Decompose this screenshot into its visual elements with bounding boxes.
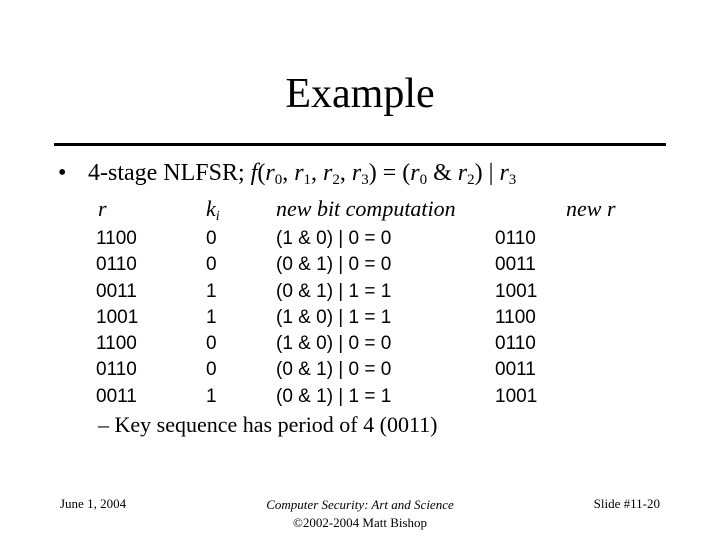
cell-computation: (1 & 0) | 0 = 0 — [276, 228, 392, 249]
cell-computation: (1 & 0) | 0 = 0 — [276, 333, 392, 355]
cell-new-r: 0011 — [495, 359, 536, 381]
cell-computation: (0 & 1) | 1 = 1 — [276, 385, 392, 407]
cell-new-r: 0011 — [495, 254, 536, 276]
footer-date: June 1, 2004 — [60, 496, 127, 511]
title-divider — [54, 143, 666, 146]
cell-computation: (0 & 1) | 0 = 0 — [276, 359, 392, 381]
formula-variable: r — [323, 160, 333, 186]
cell-r: 1001 — [96, 306, 139, 328]
formula-variable: r — [499, 160, 509, 186]
formula-token: & — [427, 160, 452, 186]
cell-new-r: 0110 — [495, 333, 536, 355]
formula-variable: r — [265, 160, 275, 186]
cell-k: 0 — [206, 254, 217, 276]
column-header-k-sub: i — [215, 209, 220, 224]
cell-new-r: 1001 — [495, 280, 538, 302]
sub-bullet: – Key sequence has period of 4 (0011) — [98, 412, 438, 437]
formula-token: = — [376, 160, 397, 186]
formula-subscript: 2 — [332, 172, 340, 188]
cell-new-r: 1100 — [495, 306, 536, 328]
column-k-values — [206, 226, 217, 410]
column-header-r: r — [98, 196, 107, 221]
formula-token: , — [282, 160, 289, 186]
formula-token: ) — [474, 160, 483, 186]
cell-new-r: 1001 — [495, 385, 538, 407]
column-header-new-r: new r — [566, 196, 616, 221]
cell-r: 0110 — [96, 254, 137, 276]
formula-subscript: 3 — [361, 172, 369, 188]
footer-course: Computer Security: Art and Science — [266, 497, 454, 512]
bullet-formula — [257, 160, 516, 186]
formula-variable: r — [410, 160, 420, 186]
formula-token: ( — [257, 160, 266, 186]
cell-k: 1 — [206, 306, 217, 328]
formula-variable: r — [457, 160, 468, 186]
formula-subscript: 3 — [508, 172, 517, 188]
formula-token: ( — [396, 160, 411, 186]
cell-computation: (0 & 1) | 1 = 1 — [276, 280, 392, 302]
formula-subscript: 1 — [303, 172, 312, 188]
formula-token: , — [311, 160, 318, 186]
cell-k: 0 — [206, 228, 217, 249]
cell-r: 1100 — [96, 333, 137, 355]
cell-k: 0 — [206, 333, 217, 355]
formula-subscript: 0 — [419, 172, 428, 188]
cell-computation: (1 & 0) | 1 = 1 — [276, 306, 392, 328]
bullet-func-name: f — [250, 160, 258, 186]
formula-variable: r — [351, 160, 362, 186]
cell-r: 0011 — [96, 280, 137, 302]
cell-k: 1 — [206, 280, 217, 302]
footer-slide-number: Slide #11-20 — [593, 496, 660, 511]
formula-token: | — [482, 160, 494, 186]
formula-token: ) — [368, 160, 377, 186]
cell-computation: (0 & 1) | 0 = 0 — [276, 254, 392, 276]
cell-r: 1100 — [96, 228, 137, 249]
column-new-r-values — [495, 226, 537, 410]
bullet-line — [58, 160, 516, 189]
cell-k: 0 — [206, 359, 217, 381]
cell-r: 0011 — [96, 385, 137, 407]
formula-variable: r — [294, 160, 304, 186]
bullet-marker: • — [58, 160, 67, 186]
column-header-computation: new bit computation — [276, 196, 456, 221]
column-header-k — [206, 196, 220, 225]
formula-subscript: 2 — [467, 172, 475, 188]
cell-r: 0110 — [96, 359, 137, 381]
column-header-k-main: k — [206, 196, 216, 221]
formula-token: , — [339, 160, 346, 186]
slide-title: Example — [285, 71, 435, 117]
bullet-prefix: 4-stage NLFSR; — [88, 160, 251, 186]
column-computation-values — [276, 226, 391, 410]
formula-subscript: 0 — [274, 172, 283, 188]
footer-copyright: ©2002-2004 Matt Bishop — [292, 515, 428, 530]
cell-k: 1 — [206, 385, 217, 407]
footer-center — [210, 496, 510, 532]
column-r-values — [96, 226, 138, 410]
cell-new-r: 0110 — [495, 228, 536, 249]
